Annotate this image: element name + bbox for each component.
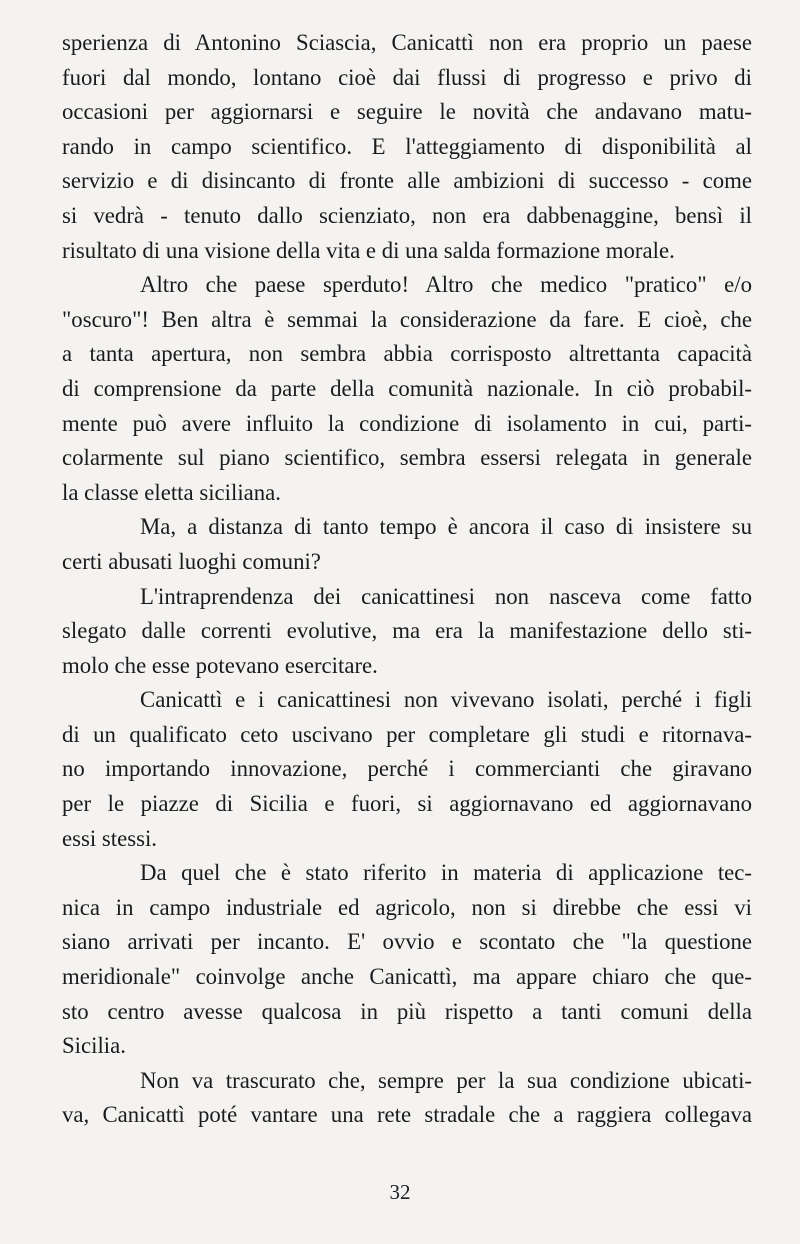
text-line: risultato di una visione della vita e di una salda formazione morale. <box>62 237 675 263</box>
text-line: rando in campo scientifico. E l'atteggiamento di disponibilità al <box>62 133 752 159</box>
text-line: sto centro avesse qualcosa in più rispetto a tanti comuni della <box>62 998 752 1024</box>
text-line: slegato dalle correnti evolutive, ma era la manifestazione dello sti- <box>62 618 752 644</box>
text-line: siano arrivati per incanto. E' ovvio e scontato che "la questione <box>62 929 752 955</box>
paragraph-first-line: Altro che paese sperduto! Altro che medico "pratico" e/o <box>140 272 752 298</box>
paragraph-first-line: Non va trascurato che, sempre per la sua condizione ubicati- <box>140 1067 752 1093</box>
text-line: va, Canicattì poté vantare una rete stradale che a raggiera collegava <box>62 1102 752 1128</box>
text-line: sperienza di Antonino Sciascia, Canicattì non era proprio un paese <box>62 30 752 55</box>
text-line: molo che esse potevano esercitare. <box>62 652 378 678</box>
text-line: di comprensione da parte della comunità nazionale. In ciò probabil- <box>62 375 752 401</box>
text-line: fuori dal mondo, lontano cioè dai flussi di progresso e privo di <box>62 64 752 90</box>
text-line: colarmente sul piano scientifico, sembra essersi relegata in generale <box>62 445 752 471</box>
paragraph-first-line: Canicattì e i canicattinesi non vivevano isolati, perché i figli <box>140 687 752 713</box>
text-line: no importando innovazione, perché i commercianti che giravano <box>62 756 752 782</box>
paragraph-first-line: Da quel che è stato riferito in materia di applicazione tec- <box>140 860 752 886</box>
text-line: la classe eletta siciliana. <box>62 479 281 505</box>
text-line: per le piazze di Sicilia e fuori, si aggiornavano ed aggiornavano <box>62 791 752 817</box>
text-line: essi stessi. <box>62 825 157 851</box>
page-number: 32 <box>389 1180 411 1204</box>
text-line: servizio e di disincanto di fronte alle ambizioni di successo - come <box>62 168 752 194</box>
paragraph-first-line: L'intraprendenza dei canicattinesi non nasceva come fatto <box>140 583 752 609</box>
text-line: si vedrà - tenuto dallo scienziato, non era dabbenaggine, bensì il <box>62 202 752 228</box>
text-line: di un qualificato ceto uscivano per completare gli studi e ritornava- <box>62 721 752 747</box>
text-line: nica in campo industriale ed agricolo, non si direbbe che essi vi <box>62 894 752 920</box>
text-line: meridionale" coinvolge anche Canicattì, ma appare chiaro che que- <box>62 964 752 990</box>
text-line: "oscuro"! Ben altra è semmai la considerazione da fare. E cioè, che <box>62 306 752 332</box>
text-line: certi abusati luoghi comuni? <box>62 548 321 574</box>
paragraph-first-line: Ma, a distanza di tanto tempo è ancora il caso di insistere su <box>140 514 752 540</box>
body-text <box>62 26 752 1133</box>
text-line: Sicilia. <box>62 1033 126 1059</box>
text-line: occasioni per aggiornarsi e seguire le novità che andavano matu- <box>62 99 752 125</box>
text-line: mente può avere influito la condizione di isolamento in cui, parti- <box>62 410 752 436</box>
text-line: a tanta apertura, non sembra abbia corrisposto altrettanta capacità <box>62 341 752 367</box>
